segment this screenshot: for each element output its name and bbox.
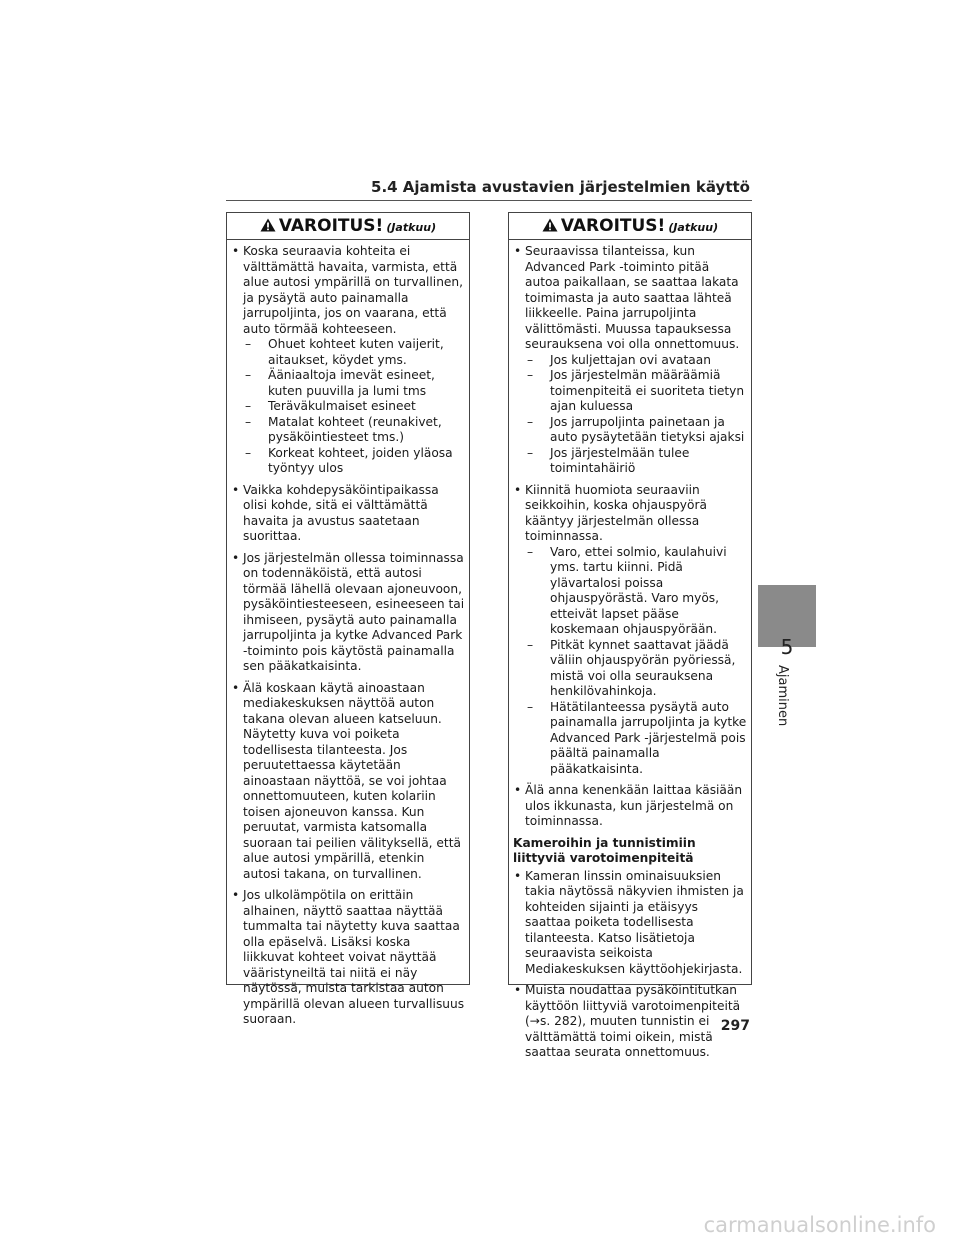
sub-item-text: Ääniaaltoja imevät esineet, kuten puuvilla ja lumi tms — [268, 368, 435, 398]
sub-item: – Pitkät kynnet saattavat jäädä väliin ohjauspyörän pyöriessä, mistä voi olla seurauksena henkilövahinkoja. — [527, 637, 736, 698]
warning-label: VAROITUS! — [278, 216, 384, 236]
warning-triangle-icon — [260, 218, 276, 232]
sub-item-text: Hätätilanteessa pysäytä auto painamalla jarrupoljinta ja kytke Advanced Park -järjestelmä pois päältä painamalla pääkatkaisinta. — [550, 699, 747, 776]
bullet-item — [513, 983, 747, 1061]
warning-body-right — [509, 240, 751, 1061]
sub-item-text: Pitkät kynnet saattavat jäädä väliin ohjauspyörän pyöriessä, mistä voi olla seurauksena henkilövahinkoja. — [550, 637, 736, 698]
sub-item: – Teräväkulmaiset esineet — [245, 399, 416, 413]
bullet-text: • Seuraavissa tilanteissa, kun Advanced Park -toiminto pitää autoa paikallaan, se saattaa lakata toimimasta ja auto saattaa lähteä liikkeelle. Paina jarrupoljinta välittömästi. Muussa tapauksessa seurauksena voi olla onnettomuus. — [525, 244, 740, 351]
sub-item: – Korkeat kohteet, joiden yläosa työntyy ulos — [245, 445, 453, 475]
bullet-text: • Vaikka kohdepysäköintipaikassa olisi kohde, sitä ei välttämättä havaita ja avustus saatetaan suorittaa. — [243, 482, 439, 543]
header-rule — [226, 200, 752, 201]
bullet-item — [513, 783, 747, 830]
sub-item-text: Korkeat kohteet, joiden yläosa työntyy ulos — [268, 445, 453, 475]
sub-item: – Hätätilanteessa pysäytä auto painamalla jarrupoljinta ja kytke Advanced Park -järjestelmä pois päältä painamalla pääkatkaisinta. — [527, 699, 747, 776]
bullet-item — [231, 244, 465, 477]
chapter-label: Ajaminen — [775, 665, 790, 727]
sub-item-text: Teräväkulmaiset esineet — [268, 399, 416, 413]
sub-item: – Jos kuljettajan ovi avataan — [527, 352, 711, 367]
bullet-text: • Kameran linssin ominaisuuksien takia näytössä näkyvien ihmisten ja kohteiden sijainti ja etäisyys saattaa poiketa todellisesta tilanteesta. Katso lisätietoja seuraavista seikoista Mediakeskuksen käyttöohjekirjasta. — [525, 868, 744, 976]
sub-item: – Jos järjestelmän määräämiä toimenpiteitä ei suoriteta tietyn ajan kuluessa — [527, 368, 745, 413]
continued-label: (Jatkuu) — [668, 221, 719, 234]
sub-item-text: Jos järjestelmään tulee toimintahäiriö — [550, 445, 690, 475]
bullet-item — [231, 888, 465, 1028]
bullet-item — [513, 483, 747, 778]
warning-label: VAROITUS! — [560, 216, 666, 236]
bullet-text: • Muista noudattaa pysäköintitutkan käyttöön liittyviä varotoimenpiteitä (→s. 282), muuten tunnistin ei välttämättä toimi oikein, mistä saattaa seurata onnettomuus. — [525, 983, 741, 1059]
sub-item-text: Jos kuljettajan ovi avataan — [550, 352, 711, 367]
watermark: carmanualsonline.info — [703, 1213, 936, 1237]
sub-item: – Jos järjestelmään tulee toimintahäiriö — [527, 445, 690, 475]
bullet-text: • Koska seuraavia kohteita ei välttämättä havaita, varmista, että alue autosi ympärillä on turvallinen, ja pysäytä auto painamalla jarrupoljinta, jos on vaarana, että auto törmää kohteeseen. — [243, 244, 464, 336]
bullet-item — [231, 681, 465, 883]
chapter-number: 5 — [780, 635, 794, 659]
sub-item: – Jos jarrupoljinta painetaan ja auto pysäytetään tietyksi ajaksi — [527, 414, 745, 444]
bullet-item — [231, 483, 465, 545]
warning-triangle-icon — [542, 218, 558, 232]
bullet-item — [231, 551, 465, 675]
section-header: 5.4 Ajamista avustavien järjestelmien käyttö — [371, 178, 750, 196]
section-title: Kameroihin ja tunnistimiin liittyviä varotoimenpiteitä — [513, 835, 696, 865]
bullet-item — [513, 869, 747, 978]
page-number: 297 — [720, 1018, 750, 1034]
warning-box-left — [226, 212, 470, 1026]
bullet-text: • Älä anna kenenkään laittaa käsiään ulos ikkunasta, kun järjestelmä on toiminnassa. — [525, 783, 743, 828]
warning-body-left — [227, 240, 469, 1028]
sub-item: – Varo, ettei solmio, kaulahuivi yms. tartu kiinni. Pidä ylävartalosi poissa ohjauspyörästä. Varo myös, etteivät lapset pääse koskemaan ohjauspyörään. — [527, 544, 727, 636]
sub-item-text: Varo, ettei solmio, kaulahuivi yms. tartu kiinni. Pidä ylävartalosi poissa ohjauspyörästä. Varo myös, etteivät lapset pääse koskemaan ohjauspyörään. — [550, 544, 727, 636]
sub-item-text: Ohuet kohteet kuten vaijerit, aitaukset, köydet yms. — [268, 337, 444, 367]
bullet-text: • Jos ulkolämpötila on erittäin alhainen, näyttö saattaa näyttää tummalta tai näytetty kuva saattaa olla epäselvä. Lisäksi koska liikkuvat kohteet voivat näyttää vääristyneiltä tai niitä ei näy näytössä, muista tarkistaa auton ympärillä olevan alueen turvallisuus suoraan. — [243, 888, 465, 1026]
sub-item-text: Jos jarrupoljinta painetaan ja auto pysäytetään tietyksi ajaksi — [550, 414, 745, 444]
bullet-text: • Kiinnitä huomiota seuraaviin seikkoihin, koska ohjauspyörä kääntyy järjestelmän ollessa toiminnassa. — [525, 482, 707, 543]
warning-heading — [227, 213, 469, 240]
sub-item-text: Jos järjestelmän määräämiä toimenpiteitä ei suoriteta tietyn ajan kuluessa — [550, 368, 745, 413]
sub-item: – Matalat kohteet (reunakivet, pysäköintiesteet tms.) — [245, 414, 442, 444]
sub-item: – Ääniaaltoja imevät esineet, kuten puuvilla ja lumi tms — [245, 368, 435, 398]
sub-item: – Ohuet kohteet kuten vaijerit, aitaukset, köydet yms. — [245, 337, 444, 367]
warning-heading — [509, 213, 751, 240]
bullet-item — [513, 244, 747, 477]
bullet-text: • Älä koskaan käytä ainoastaan mediakeskuksen näyttöä auton takana olevan alueen katseluun. Näytetty kuva voi poiketa todellisesta tilanteesta. Jos peruutettaessa käytetään ainoastaan näyttöä, se voi johtaa onnettomuuteen, kuten kolariin toisen ajoneuvon kanssa. Kun peruutat, varmista katsomalla suoraan tai peilien välityksellä, että alue autosi ympärillä, etenkin autosi takana, on turvallinen. — [243, 680, 461, 881]
continued-label: (Jatkuu) — [386, 221, 437, 234]
sub-item-text: Matalat kohteet (reunakivet, pysäköintiesteet tms.) — [268, 414, 442, 444]
bullet-text: • Jos järjestelmän ollessa toiminnassa on todennäköistä, että autosi törmää lähellä olevaan ajoneuvoon, pysäköintiesteeseen, esineeseen tai ihmiseen, pysäytä auto painamalla jarrupoljinta ja kytke Advanced Park -toiminto pois käytöstä painamalla sen pääkatkaisinta. — [243, 550, 465, 673]
